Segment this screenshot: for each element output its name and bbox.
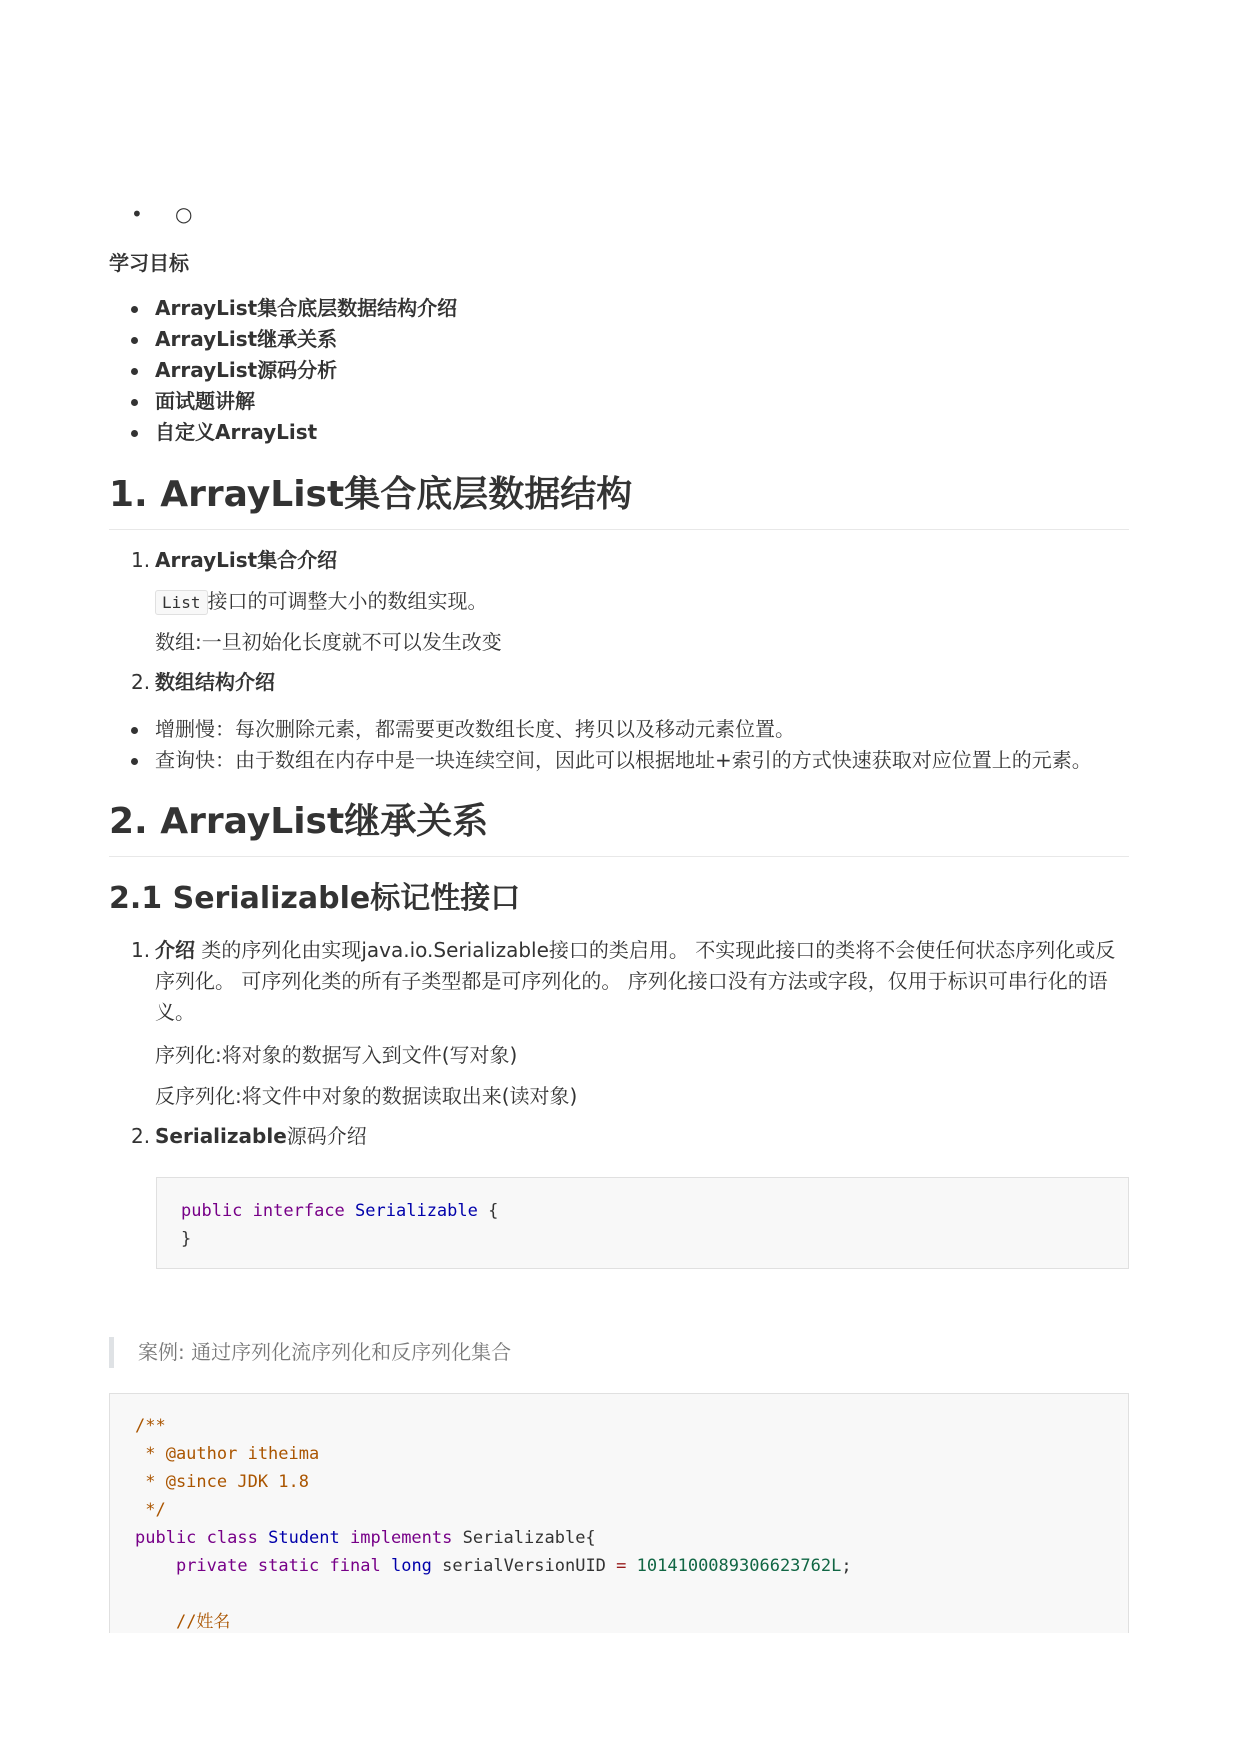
ordered-item-serializable-source: 2. Serializable源码介绍 bbox=[131, 1124, 367, 1148]
goals-heading: 学习目标 bbox=[109, 251, 189, 275]
goals-list bbox=[109, 293, 457, 448]
ordered-item-1: 1. ArrayList集合介绍 bbox=[131, 548, 338, 572]
array-note: 数组:一旦初始化长度就不可以发生改变 bbox=[155, 630, 502, 654]
subsection-heading: 2.1 Serializable标记性接口 bbox=[109, 881, 521, 916]
deserialization-note: 反序列化:将文件中对象的数据读取出来(读对象) bbox=[155, 1084, 578, 1108]
code-block-student[interactable]: /** * @author itheima * @since JDK 1.8 */ public class Student implements Serializable{ private static final long serialVersionUID = 1014100089306623762L; //姓名 bbox=[109, 1393, 1129, 1753]
inline-code: List bbox=[155, 590, 208, 615]
list-item: 查询快：由于数组在内存中是一块连续空间，因此可以根据地址+索引的方式快速获取对应位置上的元素。 bbox=[109, 745, 1092, 776]
bullet-dot-icon: • bbox=[131, 202, 143, 226]
list-item: ArrayList源码分析 bbox=[109, 355, 457, 386]
ordered-item-serializable-intro: 1. 介绍 类的序列化由实现java.io.Serializable接口的类启用。 不实现此接口的类将不会使任何状态序列化或反序列化。 可序列化类的所有子类型都是可序列化的。 序列化接口没有方法或字段，仅用于标识可串行化的语义。 bbox=[131, 938, 1116, 1024]
section-heading-1: 1. ArrayList集合底层数据结构 bbox=[109, 466, 1129, 530]
list-item: 面试题讲解 bbox=[109, 386, 457, 417]
bullet-circle-icon: ○ bbox=[175, 202, 193, 226]
list-item: ArrayList继承关系 bbox=[109, 324, 457, 355]
page-break-mask bbox=[109, 1633, 1129, 1753]
ordered-item-2: 2. 数组结构介绍 bbox=[131, 670, 275, 694]
list-item: ArrayList集合底层数据结构介绍 bbox=[109, 293, 457, 324]
blockquote: 案例: 通过序列化流序列化和反序列化集合 bbox=[109, 1337, 511, 1368]
list-item: 增删慢：每次删除元素，都需要更改数组长度、拷贝以及移动元素位置。 bbox=[109, 714, 1092, 745]
code-block-serializable[interactable]: public interface Serializable { } bbox=[156, 1177, 1129, 1269]
section-heading-2: 2. ArrayList继承关系 bbox=[109, 793, 1129, 857]
list-intro-para: List 接口的可调整大小的数组实现。 bbox=[155, 586, 488, 618]
serialization-note: 序列化:将对象的数据写入到文件(写对象) bbox=[155, 1043, 518, 1067]
list-item: 自定义ArrayList bbox=[109, 417, 457, 448]
array-structure-list bbox=[109, 714, 1092, 776]
